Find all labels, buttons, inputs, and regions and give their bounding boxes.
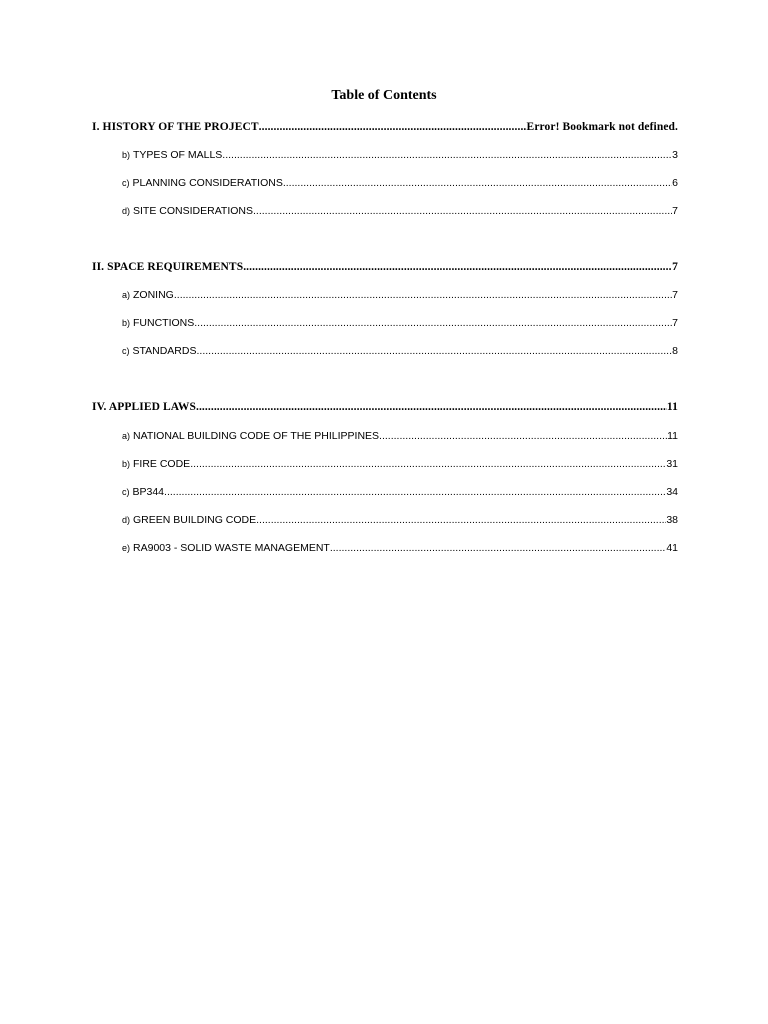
- toc-item-ra9003[interactable]: [122, 540, 678, 556]
- toc-dot-leader: [222, 147, 672, 163]
- toc-item-prefix: b): [122, 459, 131, 469]
- toc-item-prefix: b): [122, 150, 131, 160]
- toc-dot-leader: [164, 484, 666, 500]
- toc-dot-leader: [196, 343, 672, 359]
- toc-section-label: I. HISTORY OF THE PROJECT: [92, 121, 259, 133]
- toc-item-label: [122, 428, 379, 444]
- toc-item-text: FIRE CODE: [133, 458, 191, 470]
- toc-page-number: 7: [672, 205, 678, 217]
- toc-item-prefix: a): [122, 431, 131, 441]
- toc-dot-leader: [253, 203, 672, 219]
- toc-item-text: RA9003 - SOLID WASTE MANAGEMENT: [133, 542, 330, 554]
- toc-item-label: [122, 287, 174, 303]
- toc-item-prefix: a): [122, 290, 131, 300]
- toc-item-label: [122, 512, 256, 528]
- toc-item-prefix: c): [122, 178, 130, 188]
- toc-page-number: 31: [666, 458, 678, 470]
- toc-item-types-of-malls[interactable]: [122, 147, 678, 163]
- toc-item-prefix: c): [122, 346, 130, 356]
- toc-page-number: 7: [672, 261, 678, 273]
- toc-item-zoning[interactable]: [122, 287, 678, 303]
- toc-item-text: PLANNING CONSIDERATIONS: [132, 177, 283, 189]
- toc-title: Table of Contents: [331, 88, 437, 103]
- toc-dot-leader: [379, 428, 667, 444]
- toc-page-number: 41: [666, 542, 678, 554]
- toc-item-prefix: d): [122, 515, 131, 525]
- toc-item-text: SITE CONSIDERATIONS: [133, 205, 254, 217]
- toc-dot-leader: [174, 287, 672, 303]
- toc-dot-leader: [243, 259, 672, 275]
- toc-item-text: STANDARDS: [132, 345, 197, 357]
- toc-item-label: [122, 315, 194, 331]
- toc-section-space-requirements[interactable]: [92, 259, 678, 275]
- toc-page-number: 11: [667, 430, 678, 442]
- toc-item-prefix: b): [122, 318, 131, 328]
- toc-item-site-considerations[interactable]: [122, 203, 678, 219]
- toc-section-history[interactable]: [92, 119, 678, 135]
- toc-page-number: 7: [672, 317, 678, 329]
- toc-page-number: 7: [672, 289, 678, 301]
- toc-page-number: 38: [666, 514, 678, 526]
- toc-section-applied-laws[interactable]: [92, 399, 678, 415]
- toc-item-text: GREEN BUILDING CODE: [133, 514, 257, 526]
- toc-dot-leader: [259, 119, 527, 135]
- toc-item-prefix: c): [122, 487, 130, 497]
- toc-item-label: [122, 456, 190, 472]
- toc-item-text: TYPES OF MALLS: [133, 149, 223, 161]
- toc-item-label: [122, 484, 164, 500]
- toc-section-label: II. SPACE REQUIREMENTS: [92, 261, 244, 273]
- toc-item-prefix: e): [122, 543, 131, 553]
- toc-item-green-building-code[interactable]: [122, 512, 678, 528]
- toc-page-number: Error! Bookmark not defined.: [526, 121, 678, 133]
- toc-dot-leader: [196, 399, 667, 415]
- toc-item-national-building-code[interactable]: [122, 428, 678, 444]
- toc-item-label: [122, 203, 253, 219]
- toc-dot-leader: [330, 540, 666, 556]
- toc-dot-leader: [256, 512, 666, 528]
- toc-page-number: 34: [666, 486, 678, 498]
- toc-item-standards[interactable]: [122, 343, 678, 359]
- toc-item-bp344[interactable]: [122, 484, 678, 500]
- toc-item-label: [122, 540, 330, 556]
- toc-item-text: NATIONAL BUILDING CODE OF THE PHILIPPINES: [133, 430, 380, 442]
- toc-item-prefix: d): [122, 206, 131, 216]
- toc-section-label: IV. APPLIED LAWS: [92, 401, 196, 413]
- toc-item-planning-considerations[interactable]: [122, 175, 678, 191]
- toc-item-text: FUNCTIONS: [133, 317, 195, 329]
- toc-item-text: ZONING: [133, 289, 174, 301]
- toc-item-label: [122, 147, 222, 163]
- toc-item-text: BP344: [132, 486, 165, 498]
- toc-page-number: 6: [672, 177, 678, 189]
- toc-item-label: [122, 343, 196, 359]
- toc-item-label: [122, 175, 283, 191]
- toc-item-fire-code[interactable]: [122, 456, 678, 472]
- toc-page-number: 8: [672, 345, 678, 357]
- toc-dot-leader: [190, 456, 666, 472]
- toc-item-functions[interactable]: [122, 315, 678, 331]
- toc-dot-leader: [194, 315, 672, 331]
- toc-page-number: 3: [672, 149, 678, 161]
- toc-dot-leader: [283, 175, 672, 191]
- toc-page-number: 11: [666, 401, 678, 413]
